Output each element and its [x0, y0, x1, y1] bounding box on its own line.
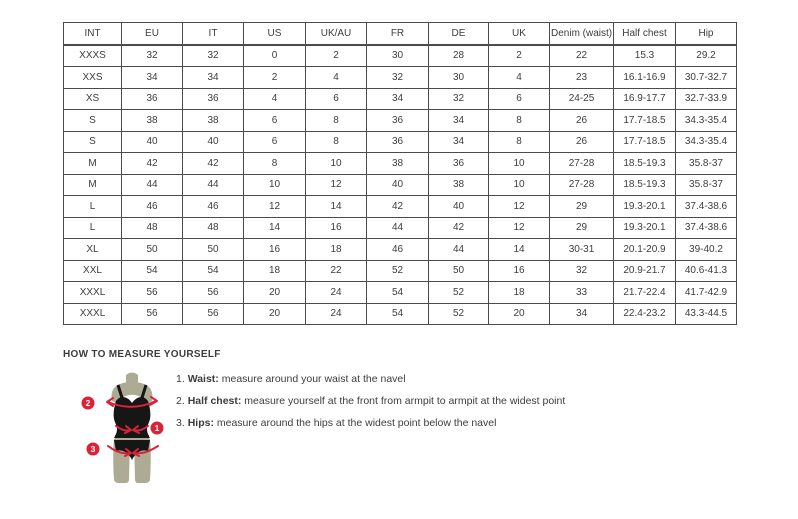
size-value-cell: 6 [244, 110, 306, 132]
header-row [64, 23, 737, 45]
size-value-cell: 22 [306, 260, 367, 282]
size-label-cell: S [64, 131, 122, 153]
size-value-cell: 36 [183, 88, 244, 110]
size-value-cell: 34 [122, 67, 183, 89]
size-value-cell: 46 [183, 196, 244, 218]
size-value-cell: 35.8-37 [676, 153, 737, 175]
size-row [64, 153, 737, 175]
size-value-cell: 10 [306, 153, 367, 175]
size-row [64, 196, 737, 218]
size-label-cell: XXS [64, 67, 122, 89]
size-value-cell: 54 [183, 260, 244, 282]
size-chart-body [64, 45, 737, 325]
size-value-cell: 37.4-38.6 [676, 217, 737, 239]
step-term: Half chest: [187, 395, 242, 407]
size-value-cell: 8 [306, 131, 367, 153]
column-header: DE [429, 23, 489, 45]
size-value-cell: 27-28 [550, 153, 614, 175]
size-value-cell: 43.3-44.5 [676, 303, 737, 325]
size-value-cell: 2 [306, 45, 367, 67]
size-value-cell: 10 [244, 174, 306, 196]
size-value-cell: 30 [367, 45, 429, 67]
waist-badge-number: 1 [154, 423, 160, 433]
size-value-cell: 46 [367, 239, 429, 261]
size-value-cell: 56 [183, 303, 244, 325]
size-value-cell: 29 [550, 217, 614, 239]
size-row [64, 303, 737, 325]
size-value-cell: 16.1-16.9 [614, 67, 676, 89]
size-value-cell: 32 [122, 45, 183, 67]
size-value-cell: 23 [550, 67, 614, 89]
size-value-cell: 2 [244, 67, 306, 89]
size-row [64, 110, 737, 132]
step-number: 3. [176, 417, 188, 429]
measure-step [176, 395, 565, 407]
size-value-cell: 14 [306, 196, 367, 218]
size-value-cell: 8 [244, 153, 306, 175]
step-number: 2. [176, 395, 188, 407]
size-row [64, 174, 737, 196]
size-value-cell: 6 [489, 88, 550, 110]
size-value-cell: 14 [489, 239, 550, 261]
size-value-cell: 8 [489, 131, 550, 153]
column-header: IT [183, 23, 244, 45]
column-header: EU [122, 23, 183, 45]
step-number: 1. [176, 373, 188, 385]
size-value-cell: 30-31 [550, 239, 614, 261]
chest-badge-number: 2 [85, 398, 91, 408]
size-label-cell: M [64, 153, 122, 175]
size-value-cell: 52 [367, 260, 429, 282]
size-value-cell: 34 [367, 88, 429, 110]
size-value-cell: 0 [244, 45, 306, 67]
size-label-cell: L [64, 217, 122, 239]
column-header: UK [489, 23, 550, 45]
size-row [64, 260, 737, 282]
size-row [64, 45, 737, 67]
column-header: Denim (waist) [550, 23, 614, 45]
column-header: Half chest [614, 23, 676, 45]
size-value-cell: 2 [489, 45, 550, 67]
size-value-cell: 30 [429, 67, 489, 89]
size-value-cell: 17.7-18.5 [614, 131, 676, 153]
size-value-cell: 26 [550, 131, 614, 153]
size-value-cell: 52 [429, 282, 489, 304]
measure-steps-list [176, 373, 565, 439]
size-value-cell: 44 [122, 174, 183, 196]
size-value-cell: 56 [122, 303, 183, 325]
measurement-figure [80, 371, 170, 486]
size-value-cell: 10 [489, 174, 550, 196]
size-value-cell: 44 [429, 239, 489, 261]
size-row [64, 239, 737, 261]
size-value-cell: 20.1-20.9 [614, 239, 676, 261]
size-label-cell: XL [64, 239, 122, 261]
size-value-cell: 16 [306, 217, 367, 239]
size-value-cell: 42 [183, 153, 244, 175]
size-value-cell: 20.9-21.7 [614, 260, 676, 282]
size-value-cell: 40 [367, 174, 429, 196]
size-value-cell: 19.3-20.1 [614, 217, 676, 239]
size-value-cell: 18.5-19.3 [614, 153, 676, 175]
size-value-cell: 42 [122, 153, 183, 175]
size-value-cell: 6 [244, 131, 306, 153]
size-value-cell: 18.5-19.3 [614, 174, 676, 196]
size-value-cell: 40.6-41.3 [676, 260, 737, 282]
hips-badge-number: 3 [90, 444, 96, 454]
size-value-cell: 36 [122, 88, 183, 110]
size-value-cell: 18 [244, 260, 306, 282]
size-row [64, 282, 737, 304]
size-value-cell: 40 [122, 131, 183, 153]
size-label-cell: M [64, 174, 122, 196]
size-value-cell: 4 [306, 67, 367, 89]
size-value-cell: 35.8-37 [676, 174, 737, 196]
size-value-cell: 22.4-23.2 [614, 303, 676, 325]
size-value-cell: 38 [429, 174, 489, 196]
size-chart-header [64, 23, 737, 45]
size-value-cell: 54 [367, 282, 429, 304]
size-value-cell: 48 [122, 217, 183, 239]
size-value-cell: 16.9-17.7 [614, 88, 676, 110]
size-value-cell: 34.3-35.4 [676, 110, 737, 132]
size-value-cell: 12 [489, 217, 550, 239]
size-value-cell: 27-28 [550, 174, 614, 196]
size-value-cell: 32 [183, 45, 244, 67]
size-value-cell: 19.3-20.1 [614, 196, 676, 218]
size-value-cell: 30.7-32.7 [676, 67, 737, 89]
size-value-cell: 26 [550, 110, 614, 132]
size-value-cell: 42 [367, 196, 429, 218]
size-value-cell: 4 [489, 67, 550, 89]
size-value-cell: 34 [183, 67, 244, 89]
size-value-cell: 32.7-33.9 [676, 88, 737, 110]
size-value-cell: 48 [183, 217, 244, 239]
step-description: measure yourself at the front from armpit to armpit at the widest point [241, 395, 566, 407]
column-header: US [244, 23, 306, 45]
size-value-cell: 52 [429, 303, 489, 325]
size-value-cell: 32 [429, 88, 489, 110]
size-row [64, 217, 737, 239]
mannequin-neck [126, 373, 138, 384]
size-value-cell: 56 [122, 282, 183, 304]
size-value-cell: 12 [244, 196, 306, 218]
size-value-cell: 20 [244, 282, 306, 304]
column-header: Hip [676, 23, 737, 45]
size-value-cell: 56 [183, 282, 244, 304]
size-label-cell: XXXL [64, 282, 122, 304]
size-value-cell: 32 [550, 260, 614, 282]
size-value-cell: 39-40.2 [676, 239, 737, 261]
size-value-cell: 34.3-35.4 [676, 131, 737, 153]
size-value-cell: 8 [306, 110, 367, 132]
size-value-cell: 36 [367, 131, 429, 153]
size-value-cell: 33 [550, 282, 614, 304]
size-value-cell: 4 [244, 88, 306, 110]
size-value-cell: 24 [306, 282, 367, 304]
size-value-cell: 54 [122, 260, 183, 282]
size-value-cell: 40 [183, 131, 244, 153]
size-value-cell: 6 [306, 88, 367, 110]
step-description: measure around the hips at the widest point below the navel [213, 417, 497, 429]
size-value-cell: 12 [306, 174, 367, 196]
size-label-cell: XXXL [64, 303, 122, 325]
size-value-cell: 24 [306, 303, 367, 325]
size-value-cell: 17.7-18.5 [614, 110, 676, 132]
camisole-top [114, 397, 151, 438]
step-description: measure around your waist at the navel [218, 373, 406, 385]
size-value-cell: 16 [489, 260, 550, 282]
size-row [64, 88, 737, 110]
size-value-cell: 16 [244, 239, 306, 261]
size-label-cell: S [64, 110, 122, 132]
size-row [64, 67, 737, 89]
size-value-cell: 28 [429, 45, 489, 67]
size-value-cell: 41.7-42.9 [676, 282, 737, 304]
size-value-cell: 38 [183, 110, 244, 132]
size-label-cell: L [64, 196, 122, 218]
column-header: FR [367, 23, 429, 45]
size-value-cell: 42 [429, 217, 489, 239]
size-row [64, 131, 737, 153]
size-value-cell: 18 [489, 282, 550, 304]
size-value-cell: 38 [122, 110, 183, 132]
size-value-cell: 15.3 [614, 45, 676, 67]
size-value-cell: 40 [429, 196, 489, 218]
size-value-cell: 50 [183, 239, 244, 261]
size-value-cell: 34 [429, 110, 489, 132]
size-value-cell: 21.7-22.4 [614, 282, 676, 304]
size-value-cell: 37.4-38.6 [676, 196, 737, 218]
size-value-cell: 20 [244, 303, 306, 325]
size-value-cell: 34 [550, 303, 614, 325]
measure-section-title: HOW TO MEASURE YOURSELF [63, 349, 221, 360]
column-header: INT [64, 23, 122, 45]
size-value-cell: 36 [429, 153, 489, 175]
size-label-cell: XXXS [64, 45, 122, 67]
size-value-cell: 34 [429, 131, 489, 153]
size-value-cell: 54 [367, 303, 429, 325]
size-value-cell: 46 [122, 196, 183, 218]
size-value-cell: 50 [122, 239, 183, 261]
size-value-cell: 18 [306, 239, 367, 261]
size-value-cell: 24-25 [550, 88, 614, 110]
size-value-cell: 22 [550, 45, 614, 67]
step-term: Waist: [187, 373, 219, 385]
size-value-cell: 44 [367, 217, 429, 239]
size-value-cell: 36 [367, 110, 429, 132]
measure-step [176, 417, 565, 429]
size-label-cell: XXL [64, 260, 122, 282]
size-value-cell: 10 [489, 153, 550, 175]
size-value-cell: 50 [429, 260, 489, 282]
size-value-cell: 32 [367, 67, 429, 89]
size-label-cell: XS [64, 88, 122, 110]
measure-step [176, 373, 565, 385]
size-chart-table [63, 22, 737, 325]
size-value-cell: 14 [244, 217, 306, 239]
size-value-cell: 20 [489, 303, 550, 325]
mannequin-illustration [80, 371, 170, 486]
column-header: UK/AU [306, 23, 367, 45]
size-value-cell: 44 [183, 174, 244, 196]
size-value-cell: 29 [550, 196, 614, 218]
size-value-cell: 12 [489, 196, 550, 218]
size-value-cell: 29.2 [676, 45, 737, 67]
size-value-cell: 38 [367, 153, 429, 175]
size-value-cell: 8 [489, 110, 550, 132]
step-term: Hips: [187, 417, 214, 429]
